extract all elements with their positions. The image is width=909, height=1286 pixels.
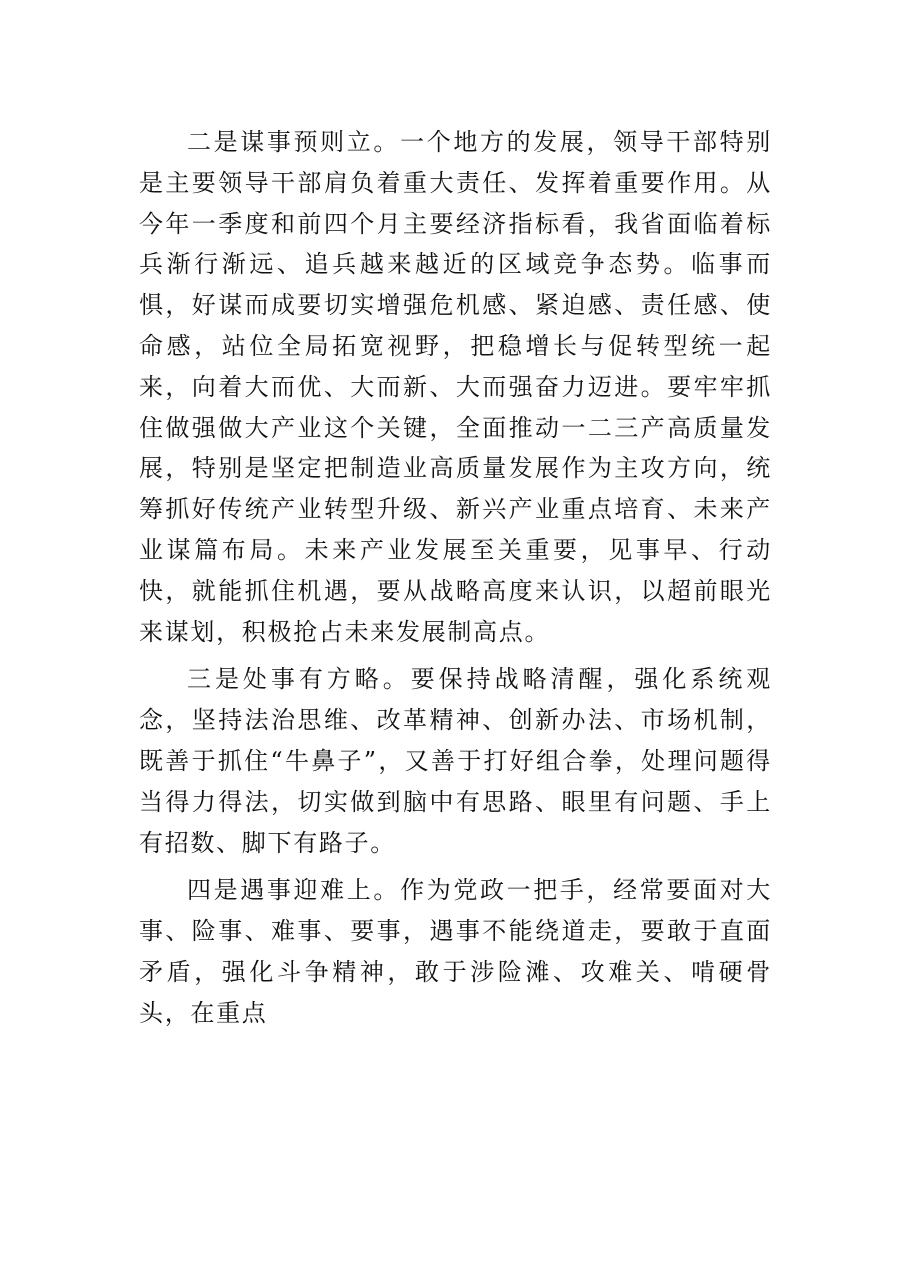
paragraph-2-planning: 二是谋事预则立。一个地方的发展，领导干部特别是主要领导干部肩负着重大责任、发挥着重要作用。从今年一季度和前四个月主要经济指标看，我省面临着标兵渐行渐远、追兵越来越近的区域竞争态势。临事而惧，好谋而成要切实增强危机感、紧迫感、责任感、使命感，站位全局拓宽视野，把稳增长与促转型统一起来，向着大而优、大而新、大而强奋力迈进。要牢牢抓住做强做大产业这个关键，全面推动一二三产高质量发展，特别是坚定把制造业高质量发展作为主攻方向，统筹抓好传统产业转型升级、新兴产业重点培育、未来产业谋篇布局。未来产业发展至关重要，见事早、行动快，就能抓住机遇，要从战略高度来认识，以超前眼光来谋划，积极抢占未来发展制高点。 [139,128,772,646]
paragraph-4-difficulty: 四是遇事迎难上。作为党政一把手，经常要面对大事、险事、难事、要事，遇事不能绕道走，要敢于直面矛盾，强化斗争精神，敢于涉险滩、攻难关、啃硬骨头，在重点 [139,876,772,1027]
document-body [139,122,772,1034]
paragraph-3-strategy: 三是处事有方略。要保持战略清醒，强化系统观念，坚持法治思维、改革精神、创新办法、市场机制，既善于抓住“牛鼻子”，又善于打好组合拳，处理问题得当得力得法，切实做到脑中有思路、眼里有问题、手上有招数、脚下有路子。 [139,665,772,857]
